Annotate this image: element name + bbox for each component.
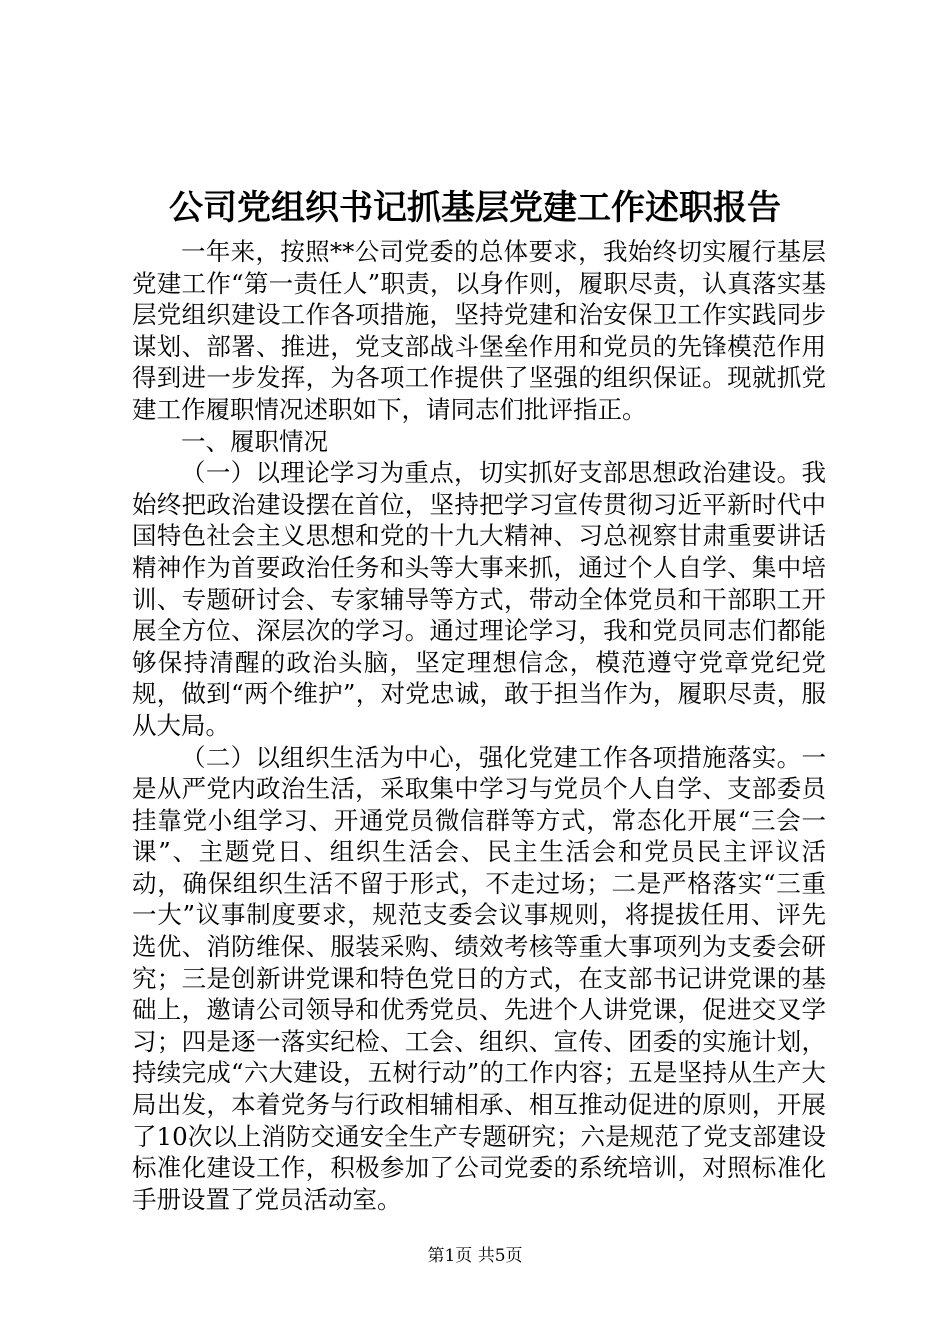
intro-paragraph: 一年来，按照**公司党委的总体要求，我始终切实履行基层党建工作“第一责任人”职责，以身作则，履职尽责，认真落实基层党组织建设工作各项措施，坚持党建和治安保卫工作实践同步谋划、部署、推进，党支部战斗堡垒作用和党员的先锋模范作用得到进一步发挥，为各项工作提供了坚强的组织保证。现就抓党建工作履职情况述职如下，请同志们批评指正。 <box>132 237 826 424</box>
section-2-paragraph: （二）以组织生活为中心，强化党建工作各项措施落实。一是从严党内政治生活，采取集中学习与党员个人自学、支部委员挂靠党小组学习、开通党员微信群等方式，常态化开展“三会一课”、主题党日、组织生活会、民主生活会和党员民主评议活动，确保组织生活不留于形式，不走过场；二是严格落实“三重一大”议事制度要求，规范支委会议事规则，将提拔任用、评先选优、消防维保、服装采购、绩效考核等重大事项列为支委会研究；三是创新讲党课和特色党日的方式，在支部书记讲党课的基础上，邀请公司领导和优秀党员、先进个人讲党课，促进交叉学习；四是逐一落实纪检、工会、组织、宣传、团委的实施计划，持续完成“六大建设，五树行动”的工作内容；五是坚持从生产大局出发，本着党务与行政相辅相承、相互推动促进的原则，开展了10次以上消防交通安全生产专题研究；六是规范了党支部建设标准化建设工作，积极参加了公司党委的系统培训，对照标准化手册设置了党员活动室。 <box>132 742 826 1214</box>
document-title: 公司党组织书记抓基层党建工作述职报告 <box>169 188 781 228</box>
document-body <box>132 236 826 1215</box>
section-1-paragraph: （一）以理论学习为重点，切实抓好支部思想政治建设。我始终把政治建设摆在首位，坚持把学习宣传贯彻习近平新时代中国特色社会主义思想和党的十九大精神、习总视察甘肃重要讲话精神作为首要政治任务和头等大事来抓，通过个人自学、集中培训、专题研讨会、专家辅导等方式，带动全体党员和干部职工开展全方位、深层次的学习。通过理论学习，我和党员同志们都能够保持清醒的政治头脑，坚定理想信念，模范遵守党章党纪党规，做到“两个维护”，对党忠诚，敢于担当作为，履职尽责，服从大局。 <box>132 458 826 740</box>
page-footer: 第1页 共5页 <box>427 1246 523 1266</box>
section-heading: 一、履职情况 <box>181 426 328 456</box>
